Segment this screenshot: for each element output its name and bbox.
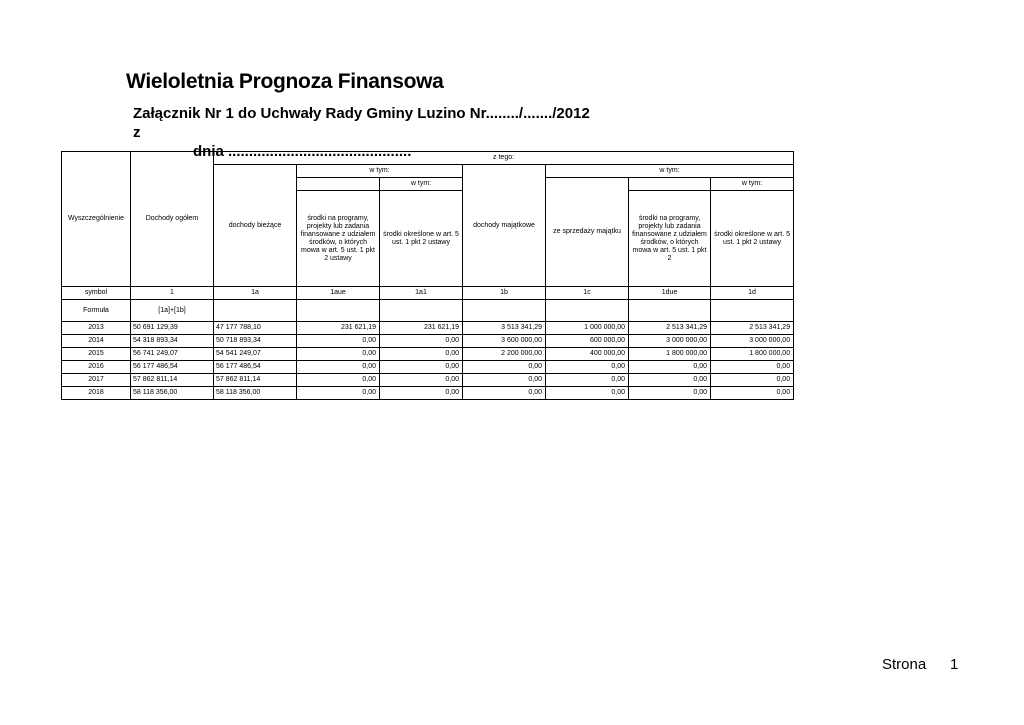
symbol-cell: 1due (629, 287, 711, 300)
value-cell: 50 691 129,39 (131, 322, 214, 335)
header-dochody-ogolem: Dochody ogółem (131, 152, 214, 287)
forecast-table (61, 151, 794, 400)
header-w-tym-c: w tym: (380, 178, 463, 191)
header-srodki-programy-a: środki na programy, projekty lub zadania finansowane z udziałem środków, o których mowa w art. 5 ust. 1 pkt 2 ustawy (297, 191, 380, 287)
symbol-cell: 1c (546, 287, 629, 300)
header-empty-a (297, 178, 380, 191)
table-row (62, 322, 794, 335)
value-cell: 231 621,19 (297, 322, 380, 335)
year-cell: 2014 (62, 335, 131, 348)
symbol-cell: 1aue (297, 287, 380, 300)
table-row (62, 335, 794, 348)
value-cell: 0,00 (629, 374, 711, 387)
value-cell: 58 118 356,00 (214, 387, 297, 400)
document-title: Wieloletnia Prognoza Finansowa (126, 70, 444, 93)
value-cell: 56 177 486,54 (214, 361, 297, 374)
value-cell: 0,00 (297, 387, 380, 400)
header-w-tym-a: w tym: (297, 165, 463, 178)
header-row-1 (62, 152, 794, 165)
year-cell: 2013 (62, 322, 131, 335)
header-srodki-programy-b: środki na programy, projekty lub zadania finansowane z udziałem środków, o których mowa w art. 5 ust. 1 pkt 2 (629, 191, 711, 287)
value-cell: 3 000 000,00 (711, 335, 794, 348)
value-cell: 0,00 (297, 348, 380, 361)
value-cell: 0,00 (297, 335, 380, 348)
formula-cell (546, 300, 629, 322)
value-cell: 47 177 788,10 (214, 322, 297, 335)
header-srodki-okreslone-a: środki określone w art. 5 ust. 1 pkt 2 ustawy (380, 191, 463, 287)
value-cell: 0,00 (711, 374, 794, 387)
year-cell: 2017 (62, 374, 131, 387)
formula-cell (297, 300, 380, 322)
year-cell: 2015 (62, 348, 131, 361)
formula-cell (463, 300, 546, 322)
value-cell: 0,00 (297, 374, 380, 387)
page-number: 1 (950, 656, 959, 673)
symbol-cell: 1 (131, 287, 214, 300)
header-w-tym-d: w tym: (711, 178, 794, 191)
value-cell: 3 513 341,29 (463, 322, 546, 335)
value-cell: 0,00 (711, 361, 794, 374)
formula-cell: [1a]+[1b] (131, 300, 214, 322)
year-cell: 2018 (62, 387, 131, 400)
page-label: Strona (882, 656, 927, 673)
symbol-cell: 1d (711, 287, 794, 300)
value-cell: 58 118 356,00 (131, 387, 214, 400)
value-cell: 0,00 (711, 387, 794, 400)
value-cell: 0,00 (297, 361, 380, 374)
value-cell: 3 600 000,00 (463, 335, 546, 348)
value-cell: 54 318 893,34 (131, 335, 214, 348)
formula-cell (380, 300, 463, 322)
value-cell: 57 862 811,14 (214, 374, 297, 387)
value-cell: 3 000 000,00 (629, 335, 711, 348)
value-cell: 0,00 (629, 361, 711, 374)
value-cell: 600 000,00 (546, 335, 629, 348)
symbol-cell: 1b (463, 287, 546, 300)
value-cell: 400 000,00 (546, 348, 629, 361)
value-cell: 2 513 341,29 (711, 322, 794, 335)
header-dochody-biezace: dochody bieżące (214, 165, 297, 287)
formula-cell (629, 300, 711, 322)
symbol-row (62, 287, 794, 300)
header-ze-sprzedazy: ze sprzedaży majątku (546, 178, 629, 287)
formula-cell: Formuła (62, 300, 131, 322)
header-dochody-majatkowe: dochody majątkowe (463, 165, 546, 287)
table-row (62, 374, 794, 387)
value-cell: 0,00 (380, 374, 463, 387)
header-empty-b (629, 178, 711, 191)
formula-row (62, 300, 794, 322)
value-cell: 231 621,19 (380, 322, 463, 335)
value-cell: 1 800 000,00 (711, 348, 794, 361)
year-cell: 2016 (62, 361, 131, 374)
formula-cell (711, 300, 794, 322)
table-row (62, 361, 794, 374)
symbol-cell: symbol (62, 287, 131, 300)
value-cell: 0,00 (463, 374, 546, 387)
header-z-tego: z tego: (214, 152, 794, 165)
header-srodki-okreslone-b: środki określone w art. 5 ust. 1 pkt 2 ustawy (711, 191, 794, 287)
table-row (62, 387, 794, 400)
subtitle-line-1: Załącznik Nr 1 do Uchwały Rady Gminy Luzino Nr......../......./2012 z (133, 105, 590, 141)
value-cell: 0,00 (546, 387, 629, 400)
value-cell: 50 718 893,34 (214, 335, 297, 348)
symbol-cell: 1a (214, 287, 297, 300)
value-cell: 56 177 486,54 (131, 361, 214, 374)
subtitle-line-2: dnia ............................................ (193, 143, 412, 160)
value-cell: 0,00 (546, 374, 629, 387)
value-cell: 0,00 (380, 361, 463, 374)
value-cell: 57 862 811,14 (131, 374, 214, 387)
header-w-tym-b: w tym: (546, 165, 794, 178)
table-row (62, 348, 794, 361)
value-cell: 0,00 (380, 335, 463, 348)
value-cell: 1 800 000,00 (629, 348, 711, 361)
value-cell: 54 541 249,07 (214, 348, 297, 361)
value-cell: 0,00 (380, 348, 463, 361)
value-cell: 56 741 249,07 (131, 348, 214, 361)
value-cell: 0,00 (463, 387, 546, 400)
value-cell: 2 513 341,29 (629, 322, 711, 335)
header-wyszczegolnienie: Wyszczególnienie (62, 152, 131, 287)
value-cell: 0,00 (546, 361, 629, 374)
value-cell: 2 200 000,00 (463, 348, 546, 361)
value-cell: 0,00 (380, 387, 463, 400)
symbol-cell: 1a1 (380, 287, 463, 300)
value-cell: 0,00 (463, 361, 546, 374)
value-cell: 0,00 (629, 387, 711, 400)
formula-cell (214, 300, 297, 322)
value-cell: 1 000 000,00 (546, 322, 629, 335)
